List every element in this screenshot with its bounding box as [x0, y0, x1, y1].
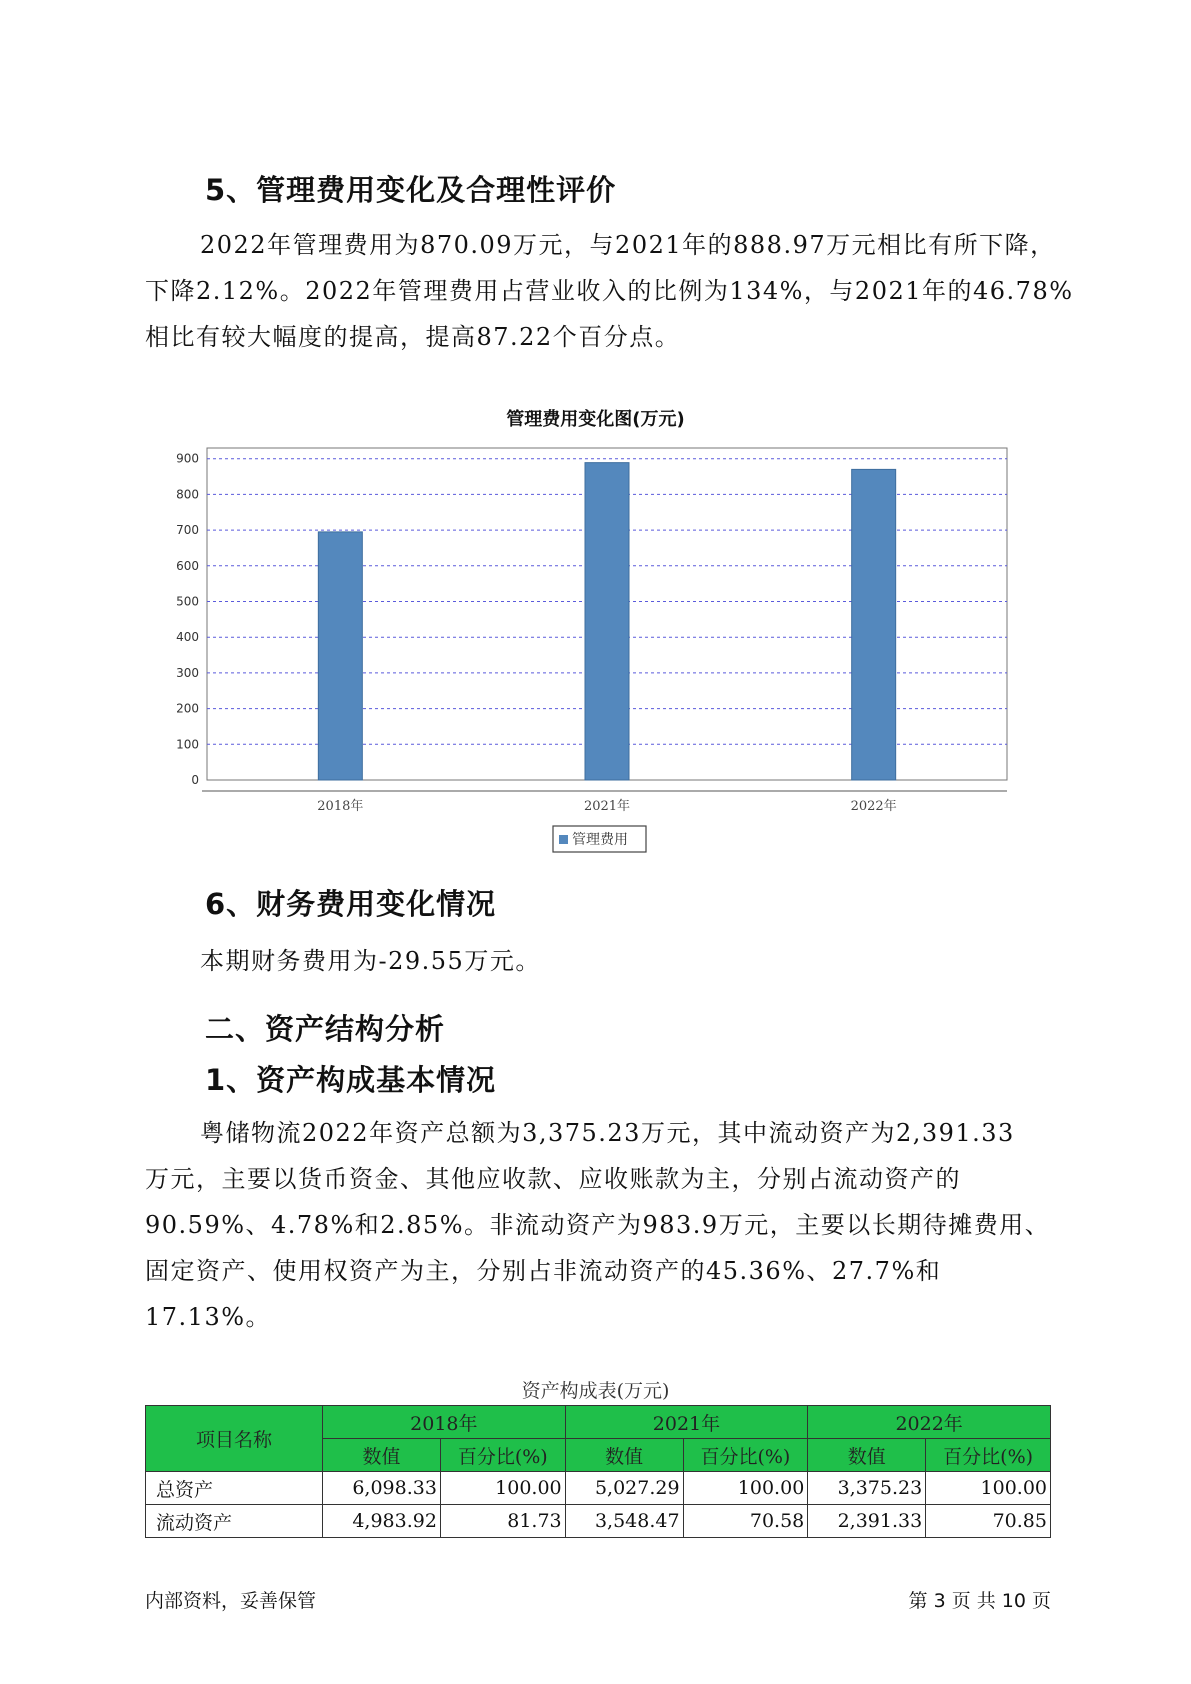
cell: 100.00: [926, 1472, 1051, 1505]
paragraph-line: 17.13%。: [145, 1303, 272, 1331]
footer-confidential: 内部资料，妥善保管: [145, 1590, 317, 1612]
footer-page-number: 第 3 页 共 10 页: [908, 1590, 1051, 1612]
bar: [318, 532, 362, 780]
y-tick-label: 700: [176, 523, 199, 538]
paragraph-line: 粤储物流2022年资产总额为3,375.23万元，其中流动资产为2,391.33: [200, 1119, 1015, 1147]
table-header-row: [146, 1406, 1051, 1439]
section-two-heading: 二、资产结构分析: [205, 1012, 446, 1046]
cell: 6,098.33: [323, 1472, 441, 1505]
cell: 3,548.47: [565, 1505, 683, 1538]
asset-paragraph: [145, 1110, 1050, 1340]
asset-structure-table: [145, 1405, 1051, 1538]
table-row: [146, 1505, 1051, 1538]
chart-title: 管理费用变化图(万元): [506, 409, 685, 430]
section5-heading: 5、管理费用变化及合理性评价: [205, 173, 617, 207]
y-tick-label: 100: [176, 737, 199, 752]
y-tick-label: 300: [176, 665, 199, 680]
x-tick-label: 2018年: [317, 799, 364, 814]
y-tick-label: 0: [191, 773, 199, 787]
admin-expense-bar-chart: [0, 430, 1191, 870]
y-tick-label: 900: [176, 451, 199, 466]
section6-heading: 6、财务费用变化情况: [205, 887, 497, 921]
header-item-name: 项目名称: [146, 1406, 323, 1472]
header-percent: 百分比(%): [440, 1439, 565, 1472]
section6-text: 本期财务费用为-29.55万元。: [200, 947, 541, 975]
paragraph-line: 万元，主要以货币资金、其他应收款、应收账款为主，分别占流动资产的: [145, 1165, 961, 1193]
paragraph-line: 2022年管理费用为870.09万元，与2021年的888.97万元相比有所下降，: [200, 231, 1056, 259]
cell: 81.73: [440, 1505, 565, 1538]
header-year: 2022年: [808, 1406, 1051, 1439]
table-caption: 资产构成表(万元): [521, 1380, 670, 1402]
cell: 70.58: [683, 1505, 808, 1538]
paragraph-line: 下降2.12%。2022年管理费用占营业收入的比例为134%，与2021年的46.78%: [145, 277, 1074, 305]
row-name: 流动资产: [146, 1505, 323, 1538]
header-year: 2021年: [565, 1406, 808, 1439]
header-percent: 百分比(%): [683, 1439, 808, 1472]
cell: 100.00: [683, 1472, 808, 1505]
header-value: 数值: [565, 1439, 683, 1472]
legend-label: 管理费用: [572, 832, 628, 848]
x-tick-label: 2021年: [583, 799, 631, 814]
paragraph-line: 固定资产、使用权资产为主，分别占非流动资产的45.36%、27.7%和: [145, 1257, 942, 1285]
paragraph-line: 90.59%、4.78%和2.85%。非流动资产为983.9万元，主要以长期待摊费用、: [145, 1211, 1051, 1239]
paragraph-line: 相比有较大幅度的提高，提高87.22个百分点。: [145, 323, 681, 351]
table-row: [146, 1472, 1051, 1505]
bar: [852, 469, 896, 780]
cell: 4,983.92: [323, 1505, 441, 1538]
y-tick-label: 400: [176, 630, 199, 645]
y-tick-label: 500: [176, 594, 199, 609]
cell: 5,027.29: [565, 1472, 683, 1505]
header-year: 2018年: [323, 1406, 566, 1439]
row-name: 总资产: [146, 1472, 323, 1505]
section5-paragraph: [145, 222, 1074, 360]
header-value: 数值: [808, 1439, 926, 1472]
section-two-1-heading: 1、资产构成基本情况: [205, 1063, 497, 1097]
bar: [585, 463, 629, 780]
header-percent: 百分比(%): [926, 1439, 1051, 1472]
header-value: 数值: [323, 1439, 441, 1472]
cell: 70.85: [926, 1505, 1051, 1538]
cell: 2,391.33: [808, 1505, 926, 1538]
y-tick-label: 600: [176, 558, 199, 573]
legend-swatch: [559, 835, 568, 844]
cell: 3,375.23: [808, 1472, 926, 1505]
x-tick-label: 2022年: [850, 799, 897, 814]
cell: 100.00: [440, 1472, 565, 1505]
y-tick-label: 800: [176, 487, 199, 502]
y-tick-label: 200: [176, 701, 199, 716]
